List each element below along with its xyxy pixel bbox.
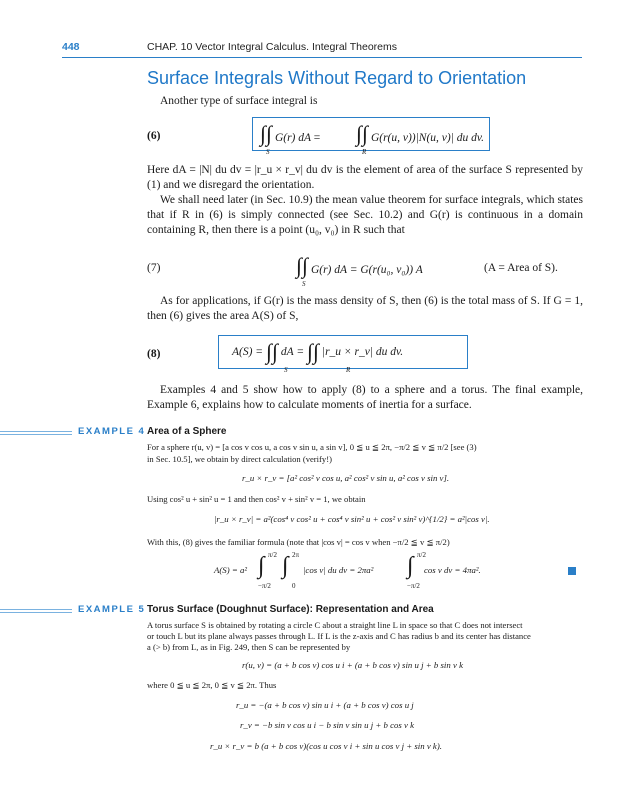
example4-line2: in Sec. 10.5], we obtain by direct calculation (verify!) <box>147 454 332 464</box>
intro-text: Another type of surface integral is <box>160 95 318 107</box>
example5-line3: a (> b) from L, as in Fig. 249, then S can be represented by <box>147 642 351 652</box>
example5-line2: or touch L but its plane always passes through L. If L is the z-axis and C has radius b and its center has distance <box>147 631 531 641</box>
example5-cross-product: r_u × r_v = b (a + b cos v)(cos u cos v i + sin u cos v j + sin v k). <box>210 741 442 751</box>
example4-integral-inner: ∫ <box>282 553 289 579</box>
example4-limit-inner-top: 2π <box>292 551 300 559</box>
example4-limit-single-top: π/2 <box>417 551 426 559</box>
example4-line4: With this, (8) gives the familiar formula (note that |cos v| = cos v when −π/2 ≦ v ≦ π/2) <box>147 537 450 547</box>
eq8-region-2: R <box>346 366 351 374</box>
eq6-label: (6) <box>147 130 161 142</box>
example4-cross-product: r_u × r_v = [a² cos² v cos u, a² cos² v sin u, a² cos v sin v]. <box>242 473 450 483</box>
example4-integral-outer: ∫ <box>258 553 265 579</box>
para-examples: Examples 4 and 5 show how to apply (8) to a sphere and a torus. The final example, Example 6, explains how to calculate moments of inertia for a surface. <box>147 384 583 411</box>
example5-rv: r_v = −b sin v cos u i − b sin v sin u j + b cos v k <box>240 720 415 730</box>
example4-line3: Using cos² u + sin² u = 1 and then cos² v + sin² v = 1, we obtain <box>147 494 366 504</box>
eq7-label: (7) <box>147 262 161 274</box>
example4-limit-outer-top: π/2 <box>268 551 277 559</box>
example4-label: EXAMPLE 4 <box>78 426 146 437</box>
example4-area-rhs: cos v dv = 4πa². <box>424 565 481 575</box>
example4-limit-outer-bottom: −π/2 <box>258 582 271 590</box>
eq8-body: A(S) = ∫∫ dA = ∫∫ |r_u × r_v| du dv. <box>232 339 404 364</box>
example5-bar <box>0 609 72 610</box>
example4-integral-single: ∫ <box>407 553 414 579</box>
example5-line1: A torus surface S is obtained by rotating a circle C about a straight line L in space so that C does not intersect <box>147 620 523 630</box>
para-dA: Here dA = |N| du dv = |r_u × r_v| du dv is the element of area of the surface S represented by (1) and we disregard the orientation. <box>147 164 583 191</box>
running-head: CHAP. 10 Vector Integral Calculus. Integral Theorems <box>147 41 397 53</box>
example4-area-mid: |cos v| du dv = 2πa² <box>303 565 374 575</box>
example5-label: EXAMPLE 5 <box>78 604 146 615</box>
example4-line1: For a sphere r(u, v) = [a cos v cos u, a cos v sin u, a sin v], 0 ≦ u ≦ 2π, −π/2 ≦ v ≦ π/2 [see (3) <box>147 442 477 452</box>
example4-magnitude: |r_u × r_v| = a²(cos⁴ v cos² u + cos⁴ v sin² u + cos² v sin² v)^{1/2} = a²|cos v|. <box>214 514 490 524</box>
eq6-rhs-region: R <box>362 148 367 156</box>
example5-ru: r_u = −(a + b cos v) sin u i + (a + b cos v) cos u j <box>236 700 414 710</box>
header-rule <box>62 57 582 58</box>
example5-title: Torus Surface (Doughnut Surface): Representation and Area <box>147 604 434 615</box>
example5-bar-2 <box>0 612 72 613</box>
eq6-rhs: ∫∫ G(r(u, v))|N(u, v)| du dv. <box>356 121 485 146</box>
example4-title: Area of a Sphere <box>147 426 227 437</box>
section-title: Surface Integrals Without Regard to Orientation <box>147 68 527 88</box>
example5-line4: where 0 ≦ u ≦ 2π, 0 ≦ v ≦ 2π. Thus <box>147 680 277 690</box>
qed-square <box>568 567 576 575</box>
example4-limit-single-bottom: −π/2 <box>407 582 420 590</box>
eq7-note: (A = Area of S). <box>484 262 558 274</box>
eq7-region: S <box>302 280 306 288</box>
example5-representation: r(u, v) = (a + b cos v) cos u i + (a + b cos v) sin u j + b sin v k <box>242 660 463 670</box>
eq8-region-1: S <box>284 366 288 374</box>
para-mean-value-theorem: We shall need later (in Sec. 10.9) the mean value theorem for surface integrals, which states that if R in (6) is simply connected (see Sec. 10.2) and G(r) is continuous in a domain containing R, then there is a point (u₀, v₀) in R such that <box>147 194 583 236</box>
eq8-label: (8) <box>147 348 161 360</box>
eq6-lhs-region: S <box>266 148 270 156</box>
example4-limit-inner-bottom: 0 <box>292 582 296 590</box>
page-number: 448 <box>62 41 80 53</box>
eq7-body: ∫∫ G(r) dA = G(r(u₀, v₀)) A <box>296 253 423 278</box>
example4-area-lhs: A(S) = a² <box>214 565 248 575</box>
example4-bar-2 <box>0 434 72 435</box>
eq6-lhs: ∫∫ G(r) dA = <box>260 121 321 146</box>
example4-bar <box>0 431 72 432</box>
para-mass: As for applications, if G(r) is the mass density of S, then (6) is the total mass of S. If G = 1, then (6) gives the area A(S) of S, <box>147 295 583 322</box>
